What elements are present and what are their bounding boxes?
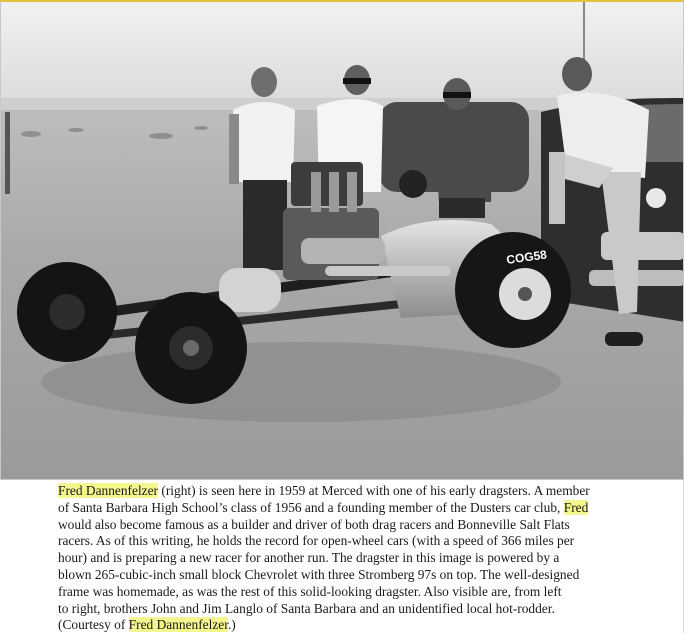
caption-text: racers. As of this writing, he holds the record for open-wheel cars (with a speed of 366 miles per (58, 533, 575, 549)
caption-line (58, 550, 624, 567)
caption-line (58, 533, 624, 550)
car-number: COG58 (505, 247, 548, 267)
caption-line (58, 567, 624, 584)
caption-text: (Courtesy of (58, 617, 129, 633)
caption-text: (right) is seen here in 1959 at Merced with one of his early dragsters. A member (158, 483, 590, 498)
caption-text: hour) and is preparing a new racer for another run. The dragster in this image is powered by a (58, 550, 560, 566)
pole (583, 2, 585, 62)
post (5, 112, 10, 194)
caption-line (58, 517, 624, 534)
caption-line (58, 500, 624, 517)
caption-text: of Santa Barbara High School’s class of 1956 and a founding member of the Dusters car club, (58, 499, 564, 515)
caption-text: frame was homemade, as was the rest of this solid-looking dragster. Also visible are, from left (58, 583, 562, 599)
caption-text: blown 265-cubic-inch small block Chevrolet with three Stromberg 97s on top. The well-designed (58, 566, 580, 582)
caption-line (58, 584, 624, 601)
caption-line (58, 483, 624, 500)
highlighted-name: Fred Dannenfelzer (128, 617, 228, 633)
highlighted-name: Fred (563, 499, 589, 515)
caption-line (58, 617, 624, 634)
caption-text: .) (227, 617, 236, 633)
highlighted-name: Fred Dannenfelzer (58, 483, 159, 498)
caption-line (58, 601, 624, 618)
photo-caption (58, 483, 624, 634)
caption-text: to right, brothers John and Jim Langlo of Santa Barbara and an unidentified local hot-rodder. (58, 600, 555, 616)
photo-illustration (1, 2, 684, 480)
caption-text: would also become famous as a builder and driver of both drag racers and Bonneville Salt Flats (58, 516, 570, 532)
car-shadow (41, 342, 561, 422)
